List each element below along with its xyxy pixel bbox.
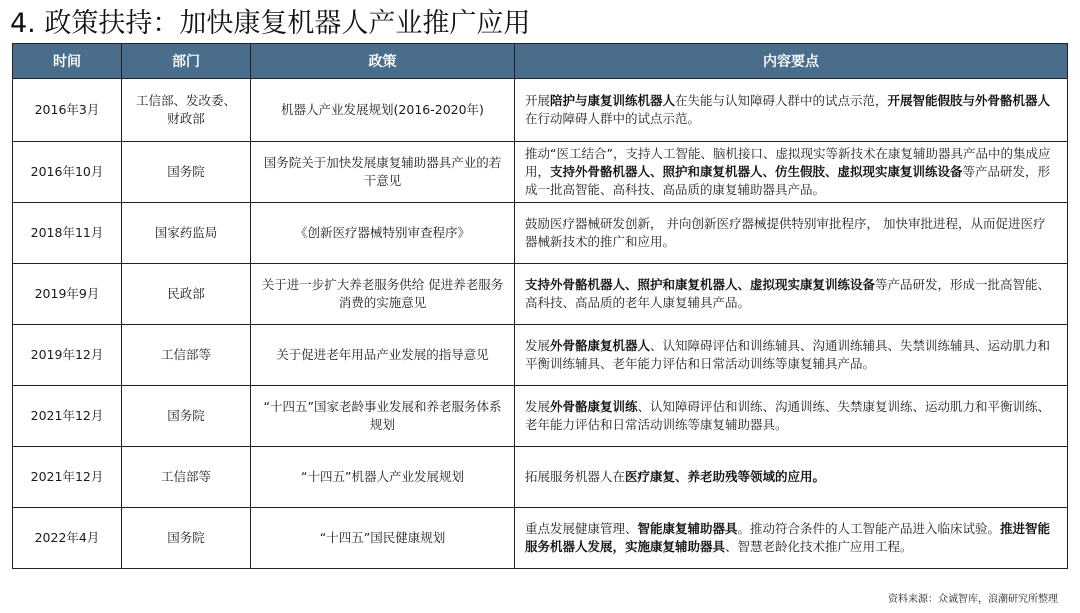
- cell-content-points: [515, 142, 1068, 203]
- content-text: 、智慧老龄化技术推广应用工程。: [725, 539, 913, 554]
- cell-content-points: [515, 264, 1068, 325]
- content-highlight: 开展智能假肢与外骨骼机器人: [887, 93, 1051, 108]
- table-header-row: [13, 44, 1068, 79]
- policy-table: [12, 43, 1068, 569]
- cell-policy: “十四五”国家老龄事业发展和养老服务体系规划: [251, 386, 515, 447]
- cell-policy: 《创新医疗器械特别审查程序》: [251, 203, 515, 264]
- cell-time: 2016年3月: [13, 79, 122, 142]
- content-text: 等产品研发，形成一批高智能、高科技、高品质的康复辅助器具产品。: [525, 164, 1051, 197]
- content-text: 发展: [525, 399, 551, 414]
- cell-time: 2016年10月: [13, 142, 122, 203]
- table-row: [13, 447, 1068, 508]
- cell-policy: “十四五”机器人产业发展规划: [251, 447, 515, 508]
- cell-department: 国务院: [122, 386, 251, 447]
- table-row: [13, 264, 1068, 325]
- cell-department: 国家药监局: [122, 203, 251, 264]
- policy-table-container: [12, 43, 1067, 569]
- content-highlight: 支持外骨骼机器人、照护和康复机器人、虚拟现实康复训练设备: [525, 277, 876, 292]
- table-row: [13, 203, 1068, 264]
- cell-content-points: [515, 325, 1068, 386]
- page-title: 4. 政策扶持：加快康复机器人产业推广应用: [10, 8, 531, 39]
- cell-time: 2021年12月: [13, 447, 122, 508]
- cell-department: 工信部等: [122, 447, 251, 508]
- cell-time: 2019年12月: [13, 325, 122, 386]
- header-department: 部门: [122, 44, 251, 79]
- content-text: 开展: [525, 93, 551, 108]
- content-text: 拓展服务机器人在: [525, 469, 626, 484]
- cell-department: 国务院: [122, 142, 251, 203]
- content-highlight: 外骨骼康复训练: [550, 399, 638, 414]
- cell-content-points: [515, 447, 1068, 508]
- cell-time: 2018年11月: [13, 203, 122, 264]
- content-text: 发展: [525, 338, 551, 353]
- cell-time: 2022年4月: [13, 508, 122, 569]
- content-text: 在行动障碍人群中的试点示范。: [525, 111, 701, 126]
- cell-department: 国务院: [122, 508, 251, 569]
- source-note: 资料来源：众诚智库，浪潮研究所整理: [888, 594, 1058, 605]
- table-body: [13, 79, 1068, 569]
- cell-content-points: [515, 508, 1068, 569]
- cell-content-points: [515, 79, 1068, 142]
- content-highlight: 医疗康复、养老助残等领域的应用。: [625, 469, 826, 484]
- content-highlight: 智能康复辅助器具: [637, 521, 738, 536]
- content-text: 。推动符合条件的人工智能产品进入临床试验。: [737, 521, 1001, 536]
- content-text: 、认知障碍评估和训练、沟通训练、失禁康复训练、运动肌力和平衡训练、老年能力评估和日常活动训练等康复辅助器具。: [525, 399, 1051, 432]
- cell-policy: 国务院关于加快发展康复辅助器具产业的若干意见: [251, 142, 515, 203]
- cell-department: 民政部: [122, 264, 251, 325]
- cell-time: 2019年9月: [13, 264, 122, 325]
- table-row: [13, 142, 1068, 203]
- content-text: 鼓励医疗器械研发创新， 并向创新医疗器械提供特别审批程序， 加快审批进程，从而促进医疗器械新技术的推广和应用。: [525, 216, 1046, 249]
- cell-policy: 关于进一步扩大养老服务供给 促进养老服务消费的实施意见: [251, 264, 515, 325]
- cell-department: 工信部、发改委、财政部: [122, 79, 251, 142]
- cell-content-points: [515, 203, 1068, 264]
- header-content-points: 内容要点: [515, 44, 1068, 79]
- table-row: [13, 325, 1068, 386]
- content-highlight: 外骨骼康复机器人: [550, 338, 651, 353]
- content-text: 等产品研发，形成一批高智能、高科技、高品质的老年人康复辅具产品。: [525, 277, 1051, 310]
- content-highlight: 陪护与康复训练机器人: [550, 93, 676, 108]
- content-text: 、认知障碍评估和训练辅具、沟通训练辅具、失禁训练辅具、运动肌力和平衡训练辅具、老年能力评估和日常活动训练等康复辅具产品。: [525, 338, 1051, 371]
- table-row: [13, 79, 1068, 142]
- cell-policy: 机器人产业发展规划(2016-2020年): [251, 79, 515, 142]
- content-text: 推动“医工结合”，支持人工智能、脑机接口、虚拟现实等新技术在康复辅助器具产品中的集成应用，: [525, 146, 1051, 179]
- cell-content-points: [515, 386, 1068, 447]
- content-text: 在失能与认知障碍人群中的试点示范，: [675, 93, 888, 108]
- content-highlight: 支持外骨骼机器人、照护和康复机器人、仿生假肢、虚拟现实康复训练设备: [550, 164, 963, 179]
- content-text: 重点发展健康管理、: [525, 521, 638, 536]
- cell-policy: “十四五”国民健康规划: [251, 508, 515, 569]
- cell-time: 2021年12月: [13, 386, 122, 447]
- table-row: [13, 508, 1068, 569]
- table-row: [13, 386, 1068, 447]
- content-highlight: 推进智能服务机器人发展，实施康复辅助器具: [525, 521, 1051, 554]
- header-policy: 政策: [251, 44, 515, 79]
- cell-department: 工信部等: [122, 325, 251, 386]
- cell-policy: 关于促进老年用品产业发展的指导意见: [251, 325, 515, 386]
- header-time: 时间: [13, 44, 122, 79]
